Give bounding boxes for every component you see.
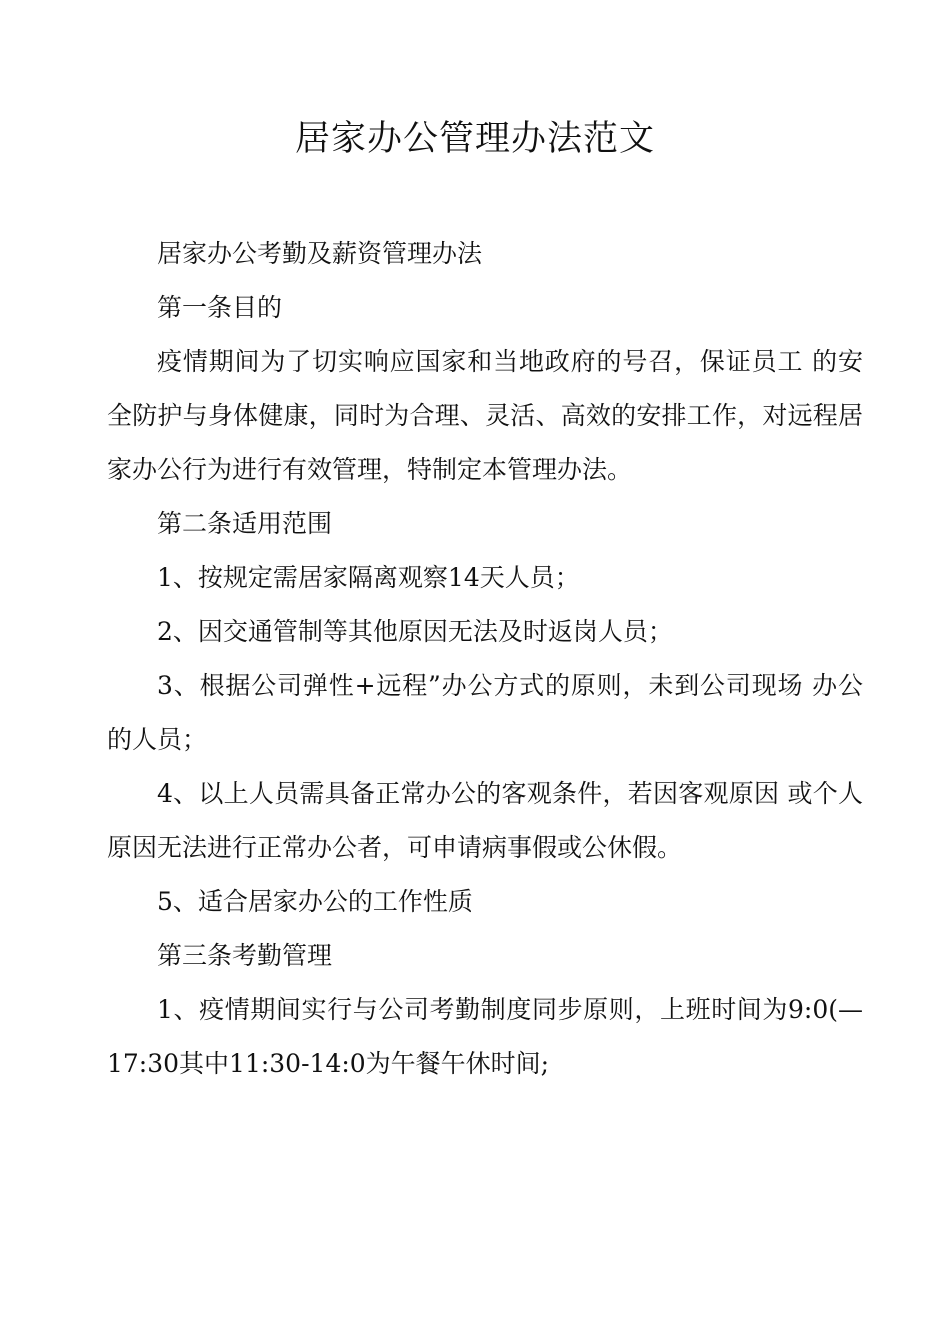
document-body [107,227,863,1091]
list-item: 4、以上人员需具备正常办公的客观条件，若因客观原因 或个人原因无法进行正常办公者，可申请病事假或公休假。 [107,779,863,862]
article-heading: 第二条适用范围 [157,509,333,538]
list-item: 2、因交通管制等其他原因无法及时返岗人员； [157,617,673,646]
list-item: 1、疫情期间实行与公司考勤制度同步原则，上班时间为9:0(—17:30其中11:30-14:0为午餐午休时间; [107,995,863,1078]
article-heading: 第三条考勤管理 [157,941,333,970]
section-heading: 居家办公考勤及薪资管理办法 [157,239,483,268]
list-item: 1、按规定需居家隔离观察14天人员； [157,563,580,592]
body-paragraph: 疫情期间为了切实响应国家和当地政府的号召，保证员工 的安全防护与身体健康，同时为合理、灵活、高效的安排工作，对远程居家办公行为进行有效管理，特制定本管理办法。 [107,347,863,484]
list-item: 5、适合居家办公的工作性质 [157,887,473,916]
article-heading: 第一条目的 [157,293,283,322]
list-item: 3、根据公司弹性+远程”办公方式的原则，未到公司现场 办公的人员； [107,671,863,754]
document-title: 居家办公管理办法范文 [294,119,655,159]
